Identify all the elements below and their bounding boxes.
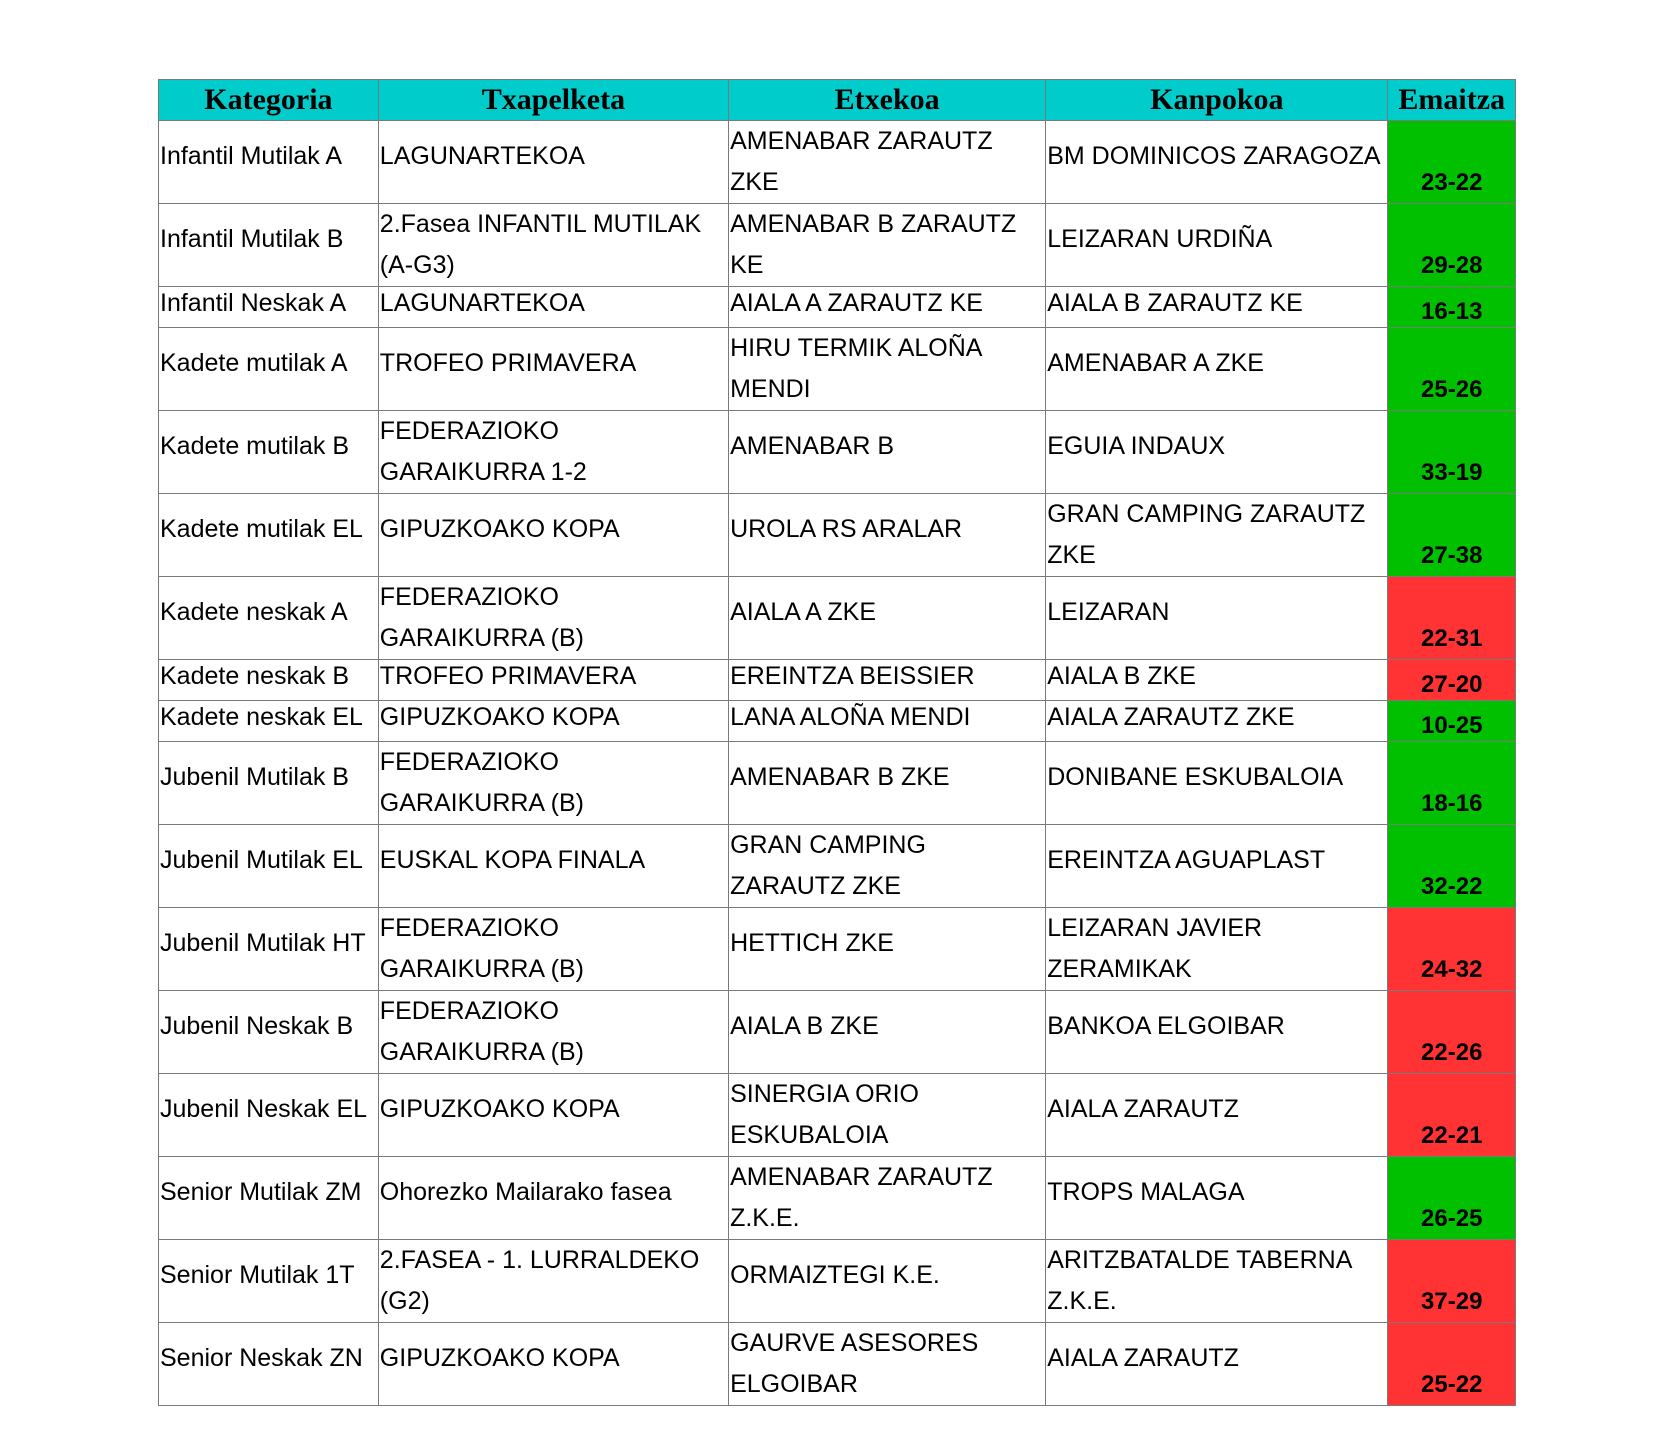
cell-txapelketa-text: FEDERAZIOKO GARAIKURRA (B) — [379, 914, 584, 983]
cell-kanpokoa-text: AMENABAR A ZKE — [1047, 349, 1264, 377]
cell-etxekoa-text: SINERGIA ORIO ESKUBALOIA — [730, 1080, 920, 1149]
cell-emaitza-text: 22-26 — [1421, 1039, 1483, 1066]
cell-txapelketa — [378, 328, 728, 411]
cell-kategoria-text: Infantil Neskak A — [160, 289, 347, 317]
cell-kategoria — [159, 411, 379, 494]
cell-kanpokoa — [1046, 825, 1388, 908]
header-emaitza: Emaitza — [1388, 80, 1516, 121]
cell-kanpokoa — [1046, 411, 1388, 494]
cell-kategoria-text: Senior Neskak ZN — [160, 1344, 363, 1372]
cell-txapelketa — [378, 1323, 728, 1406]
cell-kanpokoa — [1046, 1323, 1388, 1406]
cell-kanpokoa — [1046, 1240, 1388, 1323]
table-row — [159, 660, 1516, 701]
table-row — [159, 908, 1516, 991]
cell-etxekoa-text: HIRU TERMIK ALOÑA MENDI — [730, 334, 982, 403]
cell-emaitza-text: 26-25 — [1421, 1205, 1483, 1232]
cell-kategoria-text: Kadete neskak EL — [160, 703, 363, 731]
cell-txapelketa — [378, 825, 728, 908]
cell-kategoria-text: Jubenil Mutilak EL — [160, 846, 363, 874]
cell-etxekoa-text: AIALA A ZKE — [730, 598, 877, 626]
cell-etxekoa-text: AIALA A ZARAUTZ KE — [730, 289, 983, 317]
cell-txapelketa-text: FEDERAZIOKO GARAIKURRA (B) — [379, 748, 584, 817]
cell-etxekoa — [729, 1323, 1046, 1406]
cell-etxekoa-text: GRAN CAMPING ZARAUTZ ZKE — [730, 831, 926, 900]
cell-etxekoa-text: AIALA B ZKE — [730, 1012, 879, 1040]
cell-emaitza — [1388, 1074, 1516, 1157]
header-kategoria: Kategoria — [159, 80, 379, 121]
cell-emaitza-text: 16-13 — [1421, 298, 1483, 325]
cell-kategoria — [159, 494, 379, 577]
cell-kategoria — [159, 577, 379, 660]
header-kanpokoa: Kanpokoa — [1046, 80, 1388, 121]
cell-kanpokoa-text: AIALA B ZKE — [1047, 662, 1196, 690]
cell-kanpokoa-text: EGUIA INDAUX — [1047, 432, 1226, 460]
cell-kategoria-text: Kadete mutilak EL — [160, 515, 363, 543]
header-etxekoa: Etxekoa — [729, 80, 1046, 121]
cell-kategoria — [159, 1074, 379, 1157]
cell-txapelketa-text: FEDERAZIOKO GARAIKURRA (B) — [379, 583, 584, 652]
cell-txapelketa-text: FEDERAZIOKO GARAIKURRA (B) — [379, 997, 584, 1066]
cell-txapelketa-text: GIPUZKOAKO KOPA — [379, 515, 620, 543]
cell-txapelketa — [378, 742, 728, 825]
cell-emaitza-text: 10-25 — [1421, 712, 1483, 739]
cell-kanpokoa — [1046, 328, 1388, 411]
cell-kategoria-text: Kadete neskak A — [160, 598, 348, 626]
cell-etxekoa-text: LANA ALOÑA MENDI — [730, 703, 971, 731]
table-row — [159, 287, 1516, 328]
cell-kanpokoa-text: EREINTZA AGUAPLAST — [1047, 846, 1326, 874]
cell-emaitza-text: 37-29 — [1421, 1288, 1483, 1315]
cell-kategoria-text: Kadete neskak B — [160, 662, 350, 690]
cell-emaitza — [1388, 991, 1516, 1074]
table-row — [159, 1240, 1516, 1323]
cell-emaitza — [1388, 1157, 1516, 1240]
cell-txapelketa — [378, 121, 728, 204]
cell-txapelketa-text: EUSKAL KOPA FINALA — [379, 846, 646, 874]
cell-kategoria — [159, 908, 379, 991]
cell-kanpokoa-text: LEIZARAN URDIÑA — [1047, 225, 1273, 253]
cell-kategoria — [159, 328, 379, 411]
cell-kanpokoa-text: ARITZBATALDE TABERNA Z.K.E. — [1047, 1246, 1352, 1315]
cell-txapelketa-text: GIPUZKOAKO KOPA — [379, 703, 620, 731]
cell-etxekoa — [729, 660, 1046, 701]
cell-txapelketa-text: TROFEO PRIMAVERA — [379, 662, 637, 690]
cell-kanpokoa — [1046, 494, 1388, 577]
cell-kategoria-text: Jubenil Mutilak B — [160, 763, 349, 791]
cell-etxekoa-text: ORMAIZTEGI K.E. — [730, 1261, 940, 1289]
table-row — [159, 204, 1516, 287]
cell-emaitza — [1388, 411, 1516, 494]
cell-etxekoa — [729, 701, 1046, 742]
cell-emaitza-text: 23-22 — [1421, 169, 1483, 196]
results-table — [158, 79, 1516, 1406]
cell-emaitza — [1388, 204, 1516, 287]
cell-txapelketa-text: Ohorezko Mailarako fasea — [379, 1178, 672, 1206]
cell-emaitza — [1388, 742, 1516, 825]
table-row — [159, 825, 1516, 908]
cell-kanpokoa — [1046, 991, 1388, 1074]
cell-txapelketa-text: LAGUNARTEKOA — [379, 289, 585, 317]
table-row — [159, 494, 1516, 577]
cell-etxekoa — [729, 287, 1046, 328]
cell-etxekoa-text: AMENABAR B ZKE — [730, 763, 950, 791]
cell-etxekoa — [729, 577, 1046, 660]
cell-kategoria — [159, 701, 379, 742]
cell-emaitza — [1388, 1323, 1516, 1406]
cell-etxekoa — [729, 825, 1046, 908]
cell-txapelketa — [378, 287, 728, 328]
cell-kategoria — [159, 742, 379, 825]
cell-txapelketa-text: TROFEO PRIMAVERA — [379, 349, 637, 377]
cell-emaitza-text: 18-16 — [1421, 790, 1483, 817]
cell-kategoria-text: Infantil Mutilak A — [160, 142, 343, 170]
table-row — [159, 701, 1516, 742]
cell-kategoria-text: Kadete mutilak B — [160, 432, 349, 460]
cell-emaitza-text: 32-22 — [1421, 873, 1483, 900]
cell-etxekoa-text: AMENABAR ZARAUTZ Z.K.E. — [730, 1163, 993, 1232]
header-txapelketa: Txapelketa — [378, 80, 728, 121]
cell-etxekoa — [729, 991, 1046, 1074]
cell-emaitza-text: 22-21 — [1421, 1122, 1483, 1149]
table-row — [159, 577, 1516, 660]
cell-txapelketa-text: 2.Fasea INFANTIL MUTILAK (A-G3) — [379, 210, 702, 279]
cell-txapelketa — [378, 991, 728, 1074]
cell-txapelketa-text: FEDERAZIOKO GARAIKURRA 1-2 — [379, 417, 587, 486]
cell-txapelketa-text: LAGUNARTEKOA — [379, 142, 585, 170]
cell-etxekoa — [729, 494, 1046, 577]
cell-txapelketa — [378, 1240, 728, 1323]
cell-etxekoa-text: AMENABAR ZARAUTZ ZKE — [730, 127, 993, 196]
cell-kategoria — [159, 1240, 379, 1323]
cell-txapelketa — [378, 204, 728, 287]
cell-emaitza — [1388, 908, 1516, 991]
cell-emaitza — [1388, 328, 1516, 411]
cell-kanpokoa-text: DONIBANE ESKUBALOIA — [1047, 763, 1344, 791]
cell-kategoria — [159, 287, 379, 328]
cell-emaitza — [1388, 121, 1516, 204]
cell-txapelketa — [378, 1074, 728, 1157]
cell-kategoria-text: Jubenil Neskak EL — [160, 1095, 368, 1123]
cell-kategoria-text: Senior Mutilak ZM — [160, 1178, 362, 1206]
cell-kategoria — [159, 1157, 379, 1240]
cell-etxekoa — [729, 411, 1046, 494]
cell-kanpokoa-text: LEIZARAN JAVIER ZERAMIKAK — [1047, 914, 1263, 983]
cell-kanpokoa-text: LEIZARAN — [1047, 598, 1170, 626]
cell-kanpokoa-text: TROPS MALAGA — [1047, 1178, 1245, 1206]
cell-kanpokoa — [1046, 908, 1388, 991]
cell-kategoria — [159, 660, 379, 701]
cell-kategoria-text: Infantil Mutilak B — [160, 225, 344, 253]
cell-kanpokoa — [1046, 701, 1388, 742]
cell-etxekoa-text: EREINTZA BEISSIER — [730, 662, 975, 690]
cell-kategoria — [159, 825, 379, 908]
cell-txapelketa — [378, 660, 728, 701]
cell-kategoria-text: Jubenil Mutilak HT — [160, 929, 366, 957]
cell-kanpokoa — [1046, 287, 1388, 328]
cell-kanpokoa-text: BM DOMINICOS ZARAGOZA — [1047, 142, 1381, 170]
cell-etxekoa-text: AMENABAR B — [730, 432, 895, 460]
cell-emaitza-text: 22-31 — [1421, 625, 1483, 652]
cell-etxekoa-text: GAURVE ASESORES ELGOIBAR — [730, 1329, 979, 1398]
cell-emaitza-text: 33-19 — [1421, 459, 1483, 486]
cell-emaitza — [1388, 577, 1516, 660]
cell-txapelketa — [378, 1157, 728, 1240]
cell-etxekoa — [729, 1074, 1046, 1157]
cell-kanpokoa — [1046, 121, 1388, 204]
cell-kategoria-text: Jubenil Neskak B — [160, 1012, 354, 1040]
table-row — [159, 742, 1516, 825]
cell-emaitza-text: 24-32 — [1421, 956, 1483, 983]
cell-kanpokoa — [1046, 1157, 1388, 1240]
cell-kategoria — [159, 1323, 379, 1406]
cell-etxekoa — [729, 204, 1046, 287]
cell-txapelketa — [378, 701, 728, 742]
table-row — [159, 411, 1516, 494]
cell-etxekoa — [729, 1240, 1046, 1323]
cell-kanpokoa-text: AIALA ZARAUTZ — [1047, 1344, 1239, 1372]
cell-emaitza-text: 27-20 — [1421, 671, 1483, 698]
cell-txapelketa — [378, 908, 728, 991]
header-row — [159, 80, 1516, 121]
results-body — [159, 121, 1516, 1406]
cell-kategoria — [159, 121, 379, 204]
table-row — [159, 1323, 1516, 1406]
cell-kanpokoa — [1046, 742, 1388, 825]
cell-emaitza-text: 25-22 — [1421, 1371, 1483, 1398]
cell-etxekoa-text: UROLA RS ARALAR — [730, 515, 963, 543]
cell-kanpokoa — [1046, 577, 1388, 660]
cell-etxekoa — [729, 1157, 1046, 1240]
cell-etxekoa-text: AMENABAR B ZARAUTZ KE — [730, 210, 1017, 279]
cell-emaitza — [1388, 660, 1516, 701]
table-row — [159, 121, 1516, 204]
table-row — [159, 1074, 1516, 1157]
cell-kanpokoa-text: BANKOA ELGOIBAR — [1047, 1012, 1285, 1040]
cell-kategoria — [159, 204, 379, 287]
cell-kanpokoa — [1046, 204, 1388, 287]
cell-kanpokoa-text: AIALA B ZARAUTZ KE — [1047, 289, 1303, 317]
cell-emaitza — [1388, 825, 1516, 908]
table-row — [159, 991, 1516, 1074]
cell-etxekoa — [729, 908, 1046, 991]
cell-etxekoa — [729, 742, 1046, 825]
cell-emaitza — [1388, 1240, 1516, 1323]
cell-kategoria-text: Kadete mutilak A — [160, 349, 348, 377]
cell-kategoria-text: Senior Mutilak 1T — [160, 1261, 355, 1289]
cell-emaitza-text: 25-26 — [1421, 376, 1483, 403]
cell-emaitza-text: 29-28 — [1421, 252, 1483, 279]
cell-kanpokoa — [1046, 1074, 1388, 1157]
cell-txapelketa — [378, 411, 728, 494]
cell-etxekoa — [729, 121, 1046, 204]
cell-txapelketa-text: 2.FASEA - 1. LURRALDEKO (G2) — [379, 1246, 700, 1315]
cell-emaitza — [1388, 494, 1516, 577]
cell-txapelketa-text: GIPUZKOAKO KOPA — [379, 1095, 620, 1123]
cell-kanpokoa — [1046, 660, 1388, 701]
cell-etxekoa-text: HETTICH ZKE — [730, 929, 894, 957]
cell-kanpokoa-text: GRAN CAMPING ZARAUTZ ZKE — [1047, 500, 1366, 569]
cell-txapelketa-text: GIPUZKOAKO KOPA — [379, 1344, 620, 1372]
cell-etxekoa — [729, 328, 1046, 411]
cell-emaitza — [1388, 701, 1516, 742]
cell-kategoria — [159, 991, 379, 1074]
cell-kanpokoa-text: AIALA ZARAUTZ — [1047, 1095, 1239, 1123]
table-row — [159, 1157, 1516, 1240]
table-row — [159, 328, 1516, 411]
cell-emaitza-text: 27-38 — [1421, 542, 1483, 569]
cell-txapelketa — [378, 577, 728, 660]
cell-kanpokoa-text: AIALA ZARAUTZ ZKE — [1047, 703, 1295, 731]
cell-emaitza — [1388, 287, 1516, 328]
cell-txapelketa — [378, 494, 728, 577]
